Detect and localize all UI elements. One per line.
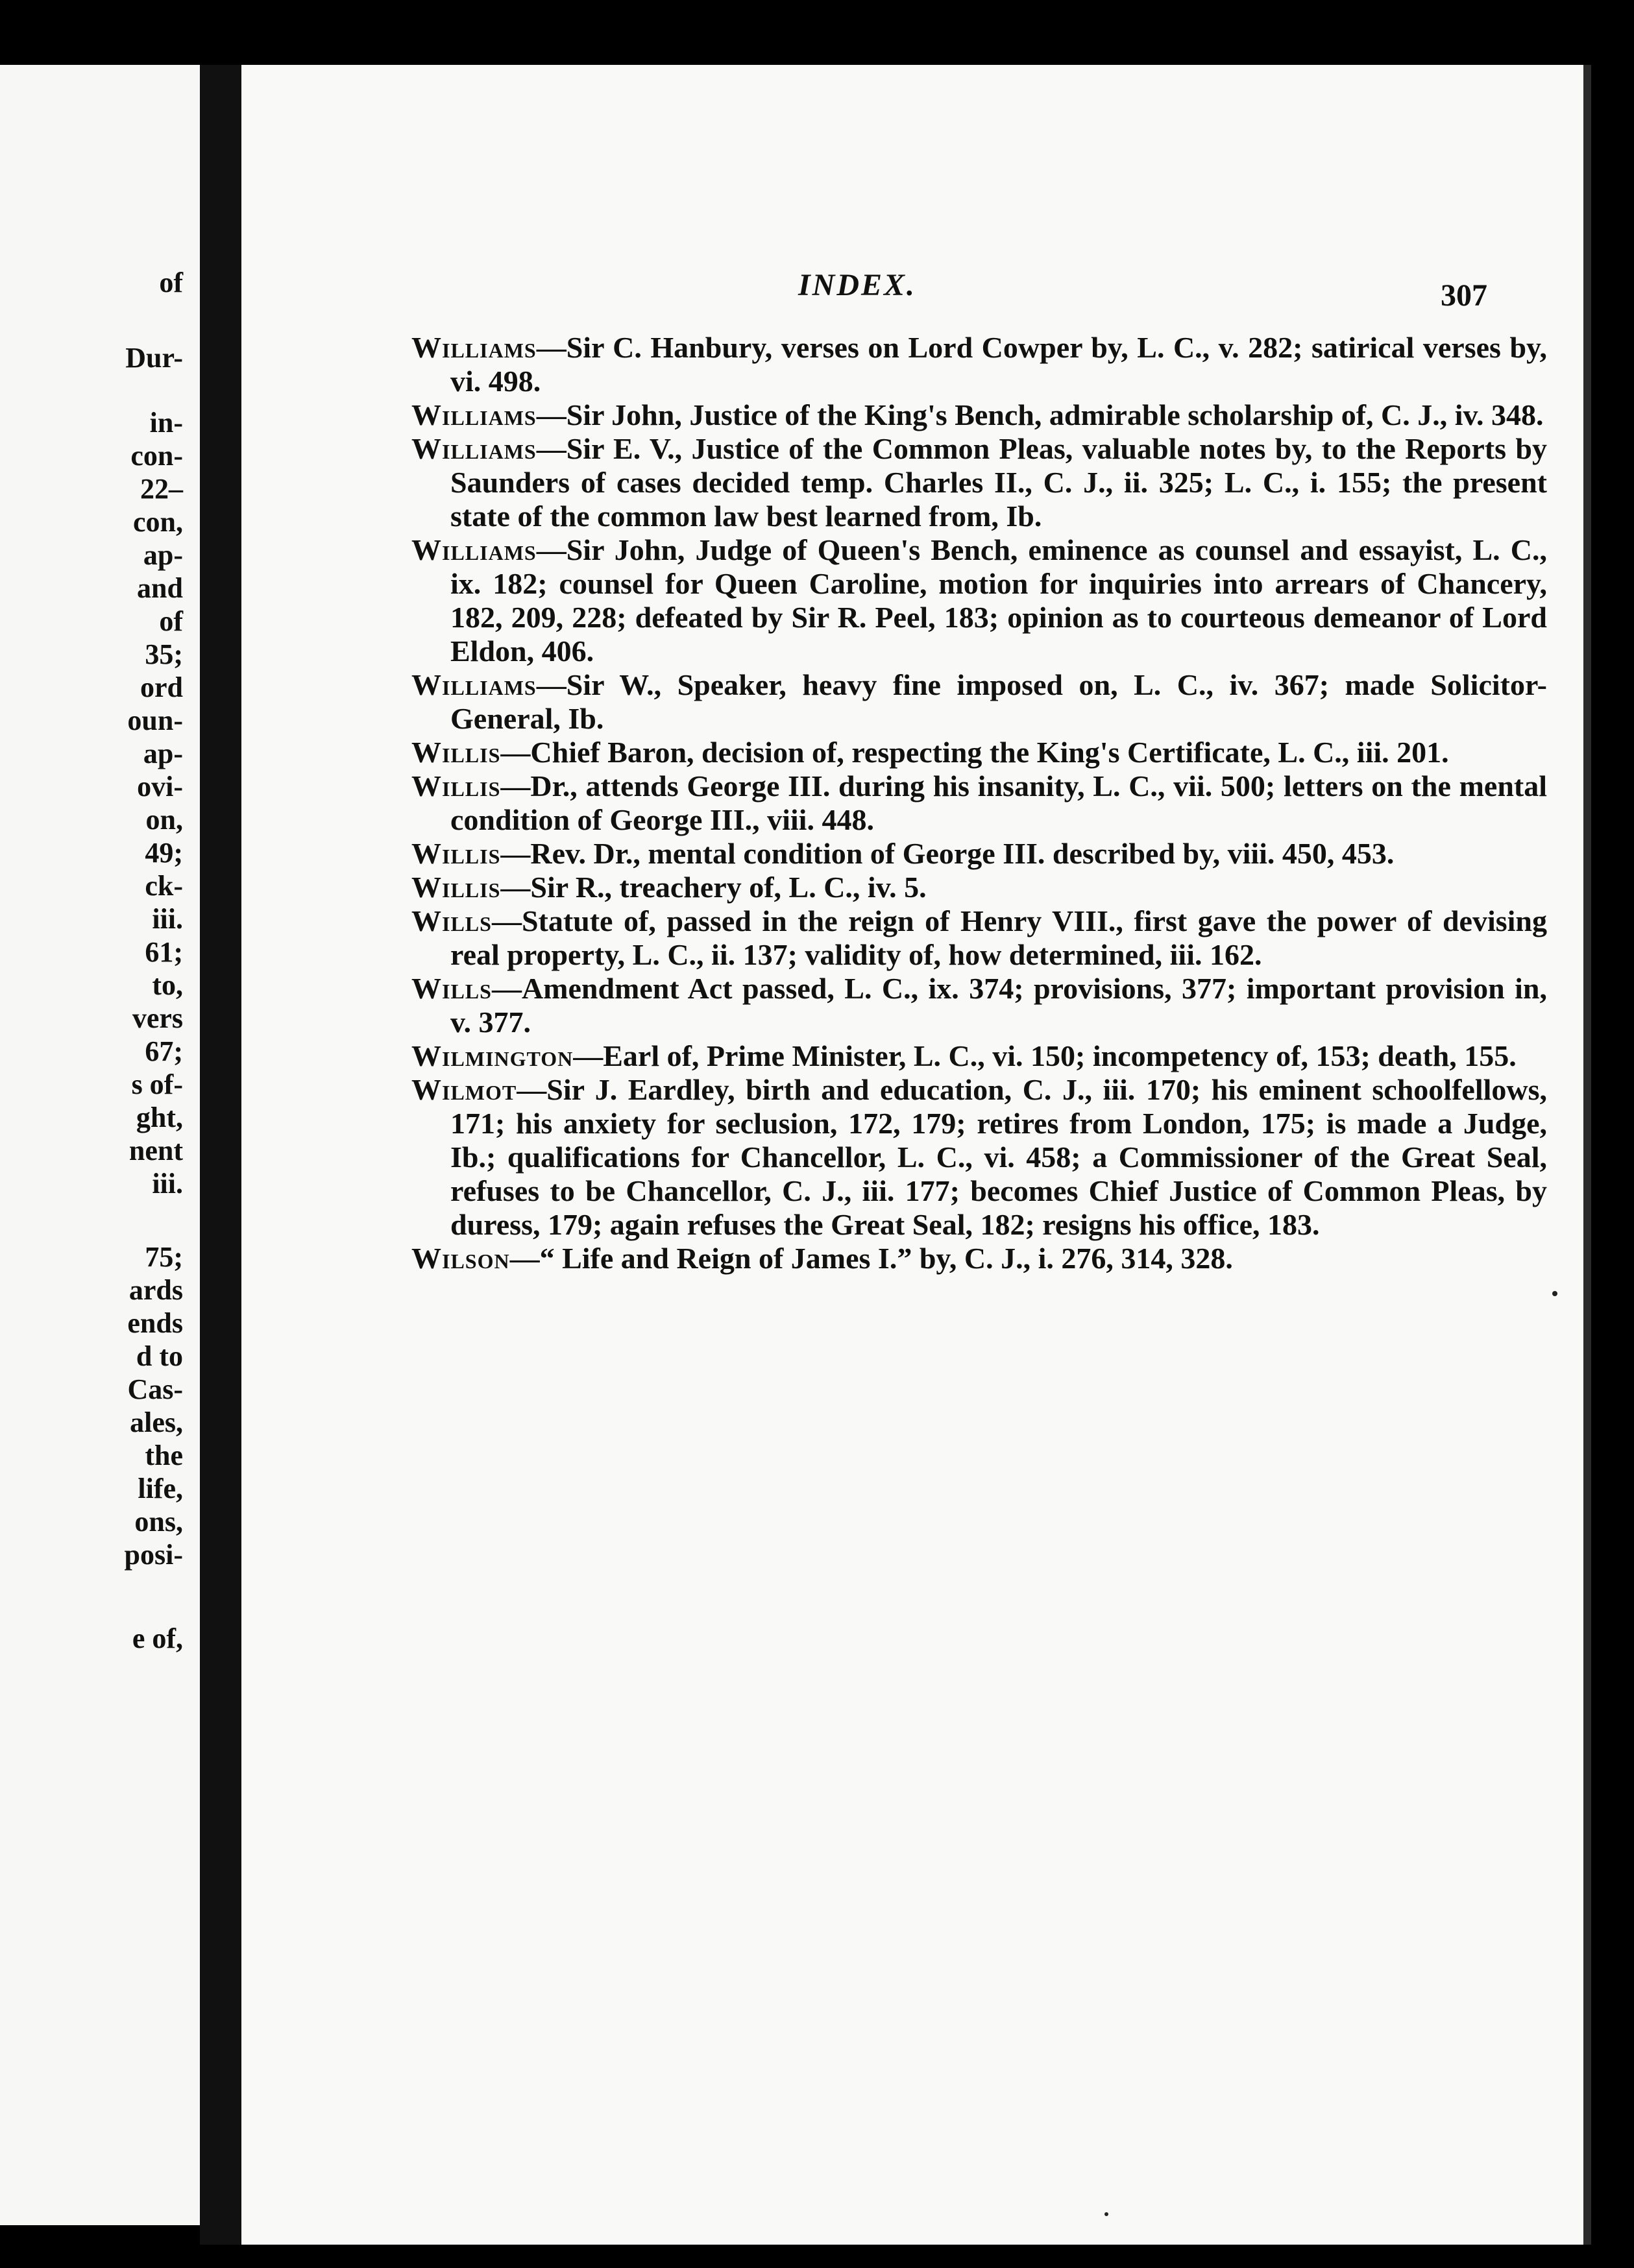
entry-text: —Chief Baron, decision of, respecting the King's Certificate, L. C., iii. 201. — [500, 736, 1449, 769]
left-line-fragment: ap- — [143, 738, 183, 769]
left-line-fragment: Cas- — [127, 1373, 183, 1405]
index-entry — [411, 1242, 1547, 1275]
left-line-fragment: to, — [152, 969, 183, 1001]
entry-text: —Sir John, Judge of Queen's Bench, eminence as counsel and essayist, L. C., ix. 182; counsel for Queen Caroline, motion for inquiries into arrears of Chancery, 182, 209, 228; defeated by Sir R. Peel, 183; opinion as to courteous demeanor of Lord Eldon, 406. — [450, 533, 1547, 668]
entry-headword: Wills — [411, 904, 492, 937]
left-line-fragment: on, — [145, 804, 183, 836]
left-line-fragment: vers — [132, 1002, 183, 1034]
page-edge — [1583, 65, 1591, 2245]
left-line-fragment: nent — [128, 1135, 183, 1166]
entry-text: —Rev. Dr., mental condition of George III. described by, viii. 450, 453. — [500, 837, 1395, 870]
left-line-fragment: iii. — [152, 903, 183, 935]
left-line-fragment: ap- — [143, 539, 183, 571]
left-line-fragment: posi- — [124, 1539, 183, 1571]
left-line-fragment: e of, — [132, 1623, 183, 1654]
left-line-fragment: Dur- — [125, 342, 183, 374]
left-line-fragment: iii. — [152, 1168, 183, 1200]
entry-headword: Wilmot — [411, 1073, 517, 1106]
entry-text: —“ Life and Reign of James I.” by, C. J., i. 276, 314, 328. — [509, 1242, 1233, 1275]
left-line-fragment: ards — [128, 1274, 183, 1306]
entry-text: —Sir J. Eardley, birth and education, C. J., iii. 170; his eminent schoolfellows, 171; his anxiety for seclusion, 172, 179; retires from London, 175; is made a Judge, Ib.; qualifications for Chancellor, L. C., vi. 458; a Commissioner of the Great Seal, refuses to be Chancellor, C. J., iii. 177; becomes Chief Justice of Common Pleas, by duress, 179; again refuses the Great Seal, 182; resigns his office, 183. — [450, 1073, 1547, 1241]
ink-speck — [1104, 2212, 1108, 2216]
index-entry — [411, 769, 1547, 837]
entry-text: —Sir John, Justice of the King's Bench, admirable scholarship of, C. J., iv. 348. — [536, 398, 1544, 431]
left-line-fragment: ons, — [134, 1506, 183, 1538]
left-line-fragment: 67; — [145, 1035, 183, 1067]
entry-headword: Williams — [411, 398, 537, 431]
entry-text: —Sir W., Speaker, heavy fine imposed on, L. C., iv. 367; made Solicitor-General, Ib. — [450, 668, 1547, 735]
index-entry — [411, 972, 1547, 1039]
left-line-fragment: the — [145, 1440, 183, 1471]
left-line-fragment: con, — [133, 506, 183, 538]
entry-headword: Willis — [411, 736, 501, 769]
entry-headword: Williams — [411, 668, 537, 701]
index-entry — [411, 1073, 1547, 1242]
index-entry — [411, 871, 1547, 904]
index-page — [241, 65, 1586, 2245]
entry-headword: Williams — [411, 331, 537, 364]
left-line-fragment: in- — [149, 407, 183, 439]
entry-headword: Willis — [411, 871, 501, 904]
left-line-fragment: life, — [138, 1473, 183, 1504]
left-line-fragment: of — [159, 605, 183, 637]
left-line-fragment: ght, — [136, 1102, 183, 1133]
left-line-fragment: 75; — [145, 1241, 183, 1273]
left-line-fragment: ends — [127, 1307, 183, 1339]
entry-text: —Dr., attends George III. during his insanity, L. C., vii. 500; letters on the mental condition of George III., viii. 448. — [450, 769, 1547, 836]
entry-headword: Williams — [411, 432, 537, 465]
index-entry — [411, 904, 1547, 972]
entry-text: —Sir C. Hanbury, verses on Lord Cowper by, L. C., v. 282; satirical verses by, vi. 498. — [450, 331, 1547, 398]
entry-text: —Statute of, passed in the reign of Henry VIII., first gave the power of devising real property, L. C., ii. 137; validity of, how determined, iii. 162. — [450, 904, 1547, 971]
entry-headword: Willis — [411, 769, 501, 802]
left-line-fragment: ord — [140, 671, 183, 703]
entry-headword: Wills — [411, 972, 492, 1005]
index-entry — [411, 398, 1547, 432]
left-line-fragment: 49; — [145, 837, 183, 869]
entry-text: —Amendment Act passed, L. C., ix. 374; provisions, 377; important provision in, v. 377. — [450, 972, 1547, 1039]
entry-headword: Willis — [411, 837, 501, 870]
left-line-fragment: oun- — [127, 705, 183, 736]
left-line-fragment: 61; — [145, 936, 183, 968]
entry-text: —Sir R., treachery of, L. C., iv. 5. — [500, 871, 927, 904]
entry-headword: Wilmington — [411, 1039, 574, 1072]
index-entry — [411, 736, 1547, 769]
index-entry — [411, 837, 1547, 871]
left-line-fragment: and — [137, 572, 183, 604]
left-line-fragment: s of- — [131, 1068, 183, 1100]
left-line-fragment: ck- — [145, 870, 183, 902]
running-head: INDEX. — [798, 268, 917, 302]
index-entry — [411, 432, 1547, 533]
index-entry — [411, 331, 1547, 398]
left-line-fragment: 22– — [140, 473, 183, 505]
book-gutter — [200, 65, 241, 2245]
left-line-fragment: d to — [136, 1340, 183, 1372]
index-entries — [411, 331, 1547, 1275]
page-number: 307 — [1441, 278, 1487, 313]
entry-text: —Sir E. V., Justice of the Common Pleas, valuable notes by, to the Reports by Saunders of cases decided temp. Charles II., C. J., ii. 325; L. C., i. 155; the present state of the common law best learned from, Ib. — [450, 432, 1547, 533]
index-entry — [411, 668, 1547, 736]
left-line-fragment: of — [159, 267, 183, 298]
ink-speck — [1552, 1291, 1557, 1296]
index-entry — [411, 533, 1547, 668]
index-entry — [411, 1039, 1547, 1073]
left-line-fragment: 35; — [145, 638, 183, 670]
left-page-fragment — [0, 65, 200, 2225]
entry-headword: Williams — [411, 533, 537, 566]
left-line-fragment: ales, — [130, 1406, 183, 1438]
entry-text: —Earl of, Prime Minister, L. C., vi. 150; incompetency of, 153; death, 155. — [573, 1039, 1517, 1072]
entry-headword: Wilson — [411, 1242, 510, 1275]
left-line-fragment: ovi- — [137, 771, 183, 802]
left-line-fragment: con- — [130, 440, 183, 472]
